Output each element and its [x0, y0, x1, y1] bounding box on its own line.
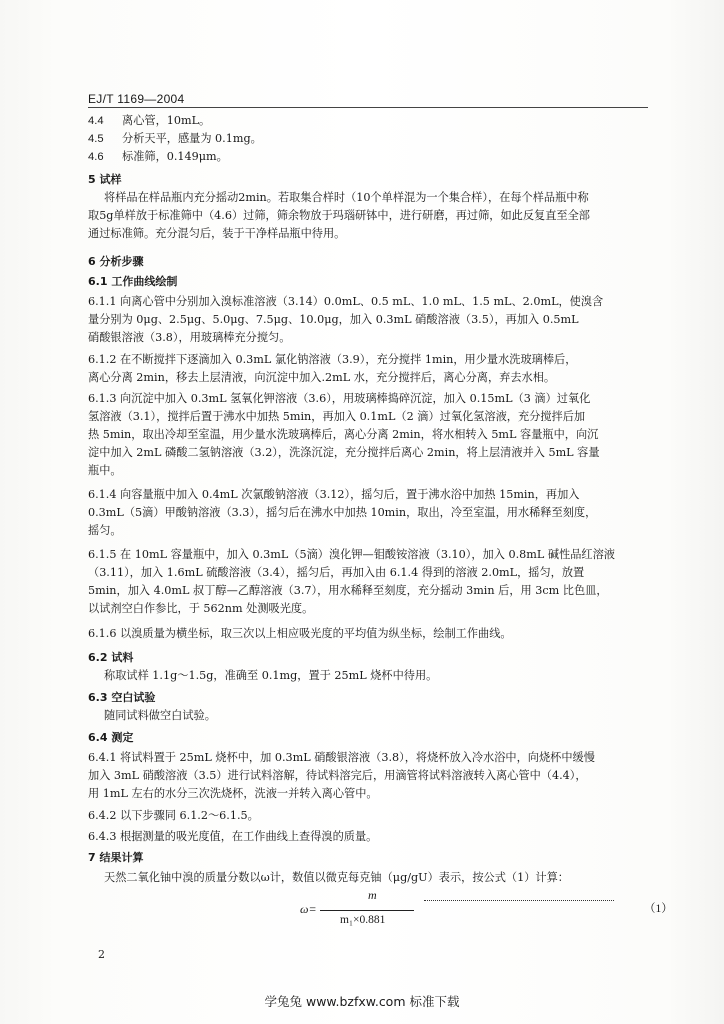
para-6-1-5-line-3: 5min，加入 4.0mL 叔丁醇—乙醇溶液（3.7），用水稀释至刻度，充分摇动 3min 后，用 3cm 比色皿， [88, 584, 608, 597]
formula-numerator: m [368, 888, 377, 902]
section-6-4-heading: 6.4 测定 [88, 731, 134, 744]
section-6-1-heading: 6.1 工作曲线绘制 [88, 275, 178, 288]
para-6-1-3-line-4: 淀中加入 2mL 磷酸二氢钠溶液（3.2），洗涤沉淀，充分搅拌后离心 2min，将上层清液并入 5mL 容量 [88, 446, 600, 459]
para-6-1-3-line-3: 热 5min，取出冷却至室温，用少量水洗玻璃棒后，离心分离 2min，将水相转入 5mL 容量瓶中，向沉 [88, 428, 599, 441]
standard-number: EJ/T 1169—2004 [88, 92, 185, 106]
item-4-5: 4.5 分析天平，感量为 0.1mg。 [88, 132, 262, 145]
para-6-1-3-line-2: 氢溶液（3.1），搅拌后置于沸水中加热 5min，再加入 0.1mL（2 滴）过氧化氢溶液，充分搅拌后加 [88, 410, 586, 423]
item-4-6: 4.6 标准筛，0.149μm。 [88, 150, 228, 163]
page-number: 2 [98, 948, 105, 961]
para-6-1-2-line-1: 6.1.2 在不断搅拌下逐滴加入 0.3mL 氯化钠溶液（3.9），充分搅拌 1min，用少量水洗玻璃棒后， [88, 353, 577, 366]
header-rule [88, 107, 648, 108]
section-5-heading: 5 试样 [88, 173, 122, 186]
para-6-4-3: 6.4.3 根据测量的吸光度值，在工作曲线上查得溴的质量。 [88, 830, 378, 843]
para-6-1-5-line-4: 以试剂空白作参比，于 562nm 处测吸光度。 [88, 602, 314, 615]
para-6-1-3-line-1: 6.1.3 向沉淀中加入 0.3mL 氢氧化钾溶液（3.6），用玻璃棒捣碎沉淀，加入 0.15mL（3 滴）过氧化 [88, 392, 591, 405]
formula-lhs: ω= [300, 902, 317, 916]
para-6-4-1-line-3: 用 1mL 左右的水分三次洗烧杯，洗液一并转入离心管中。 [88, 787, 378, 800]
para-6-1-5-line-1: 6.1.5 在 10mL 容量瓶中，加入 0.3mL（5滴）溴化钾—钼酸铵溶液（3.10），加入 0.8mL 碱性品红溶液 [88, 548, 615, 561]
para-6-1-4-line-3: 摇匀。 [88, 524, 122, 537]
para-6-1-6: 6.1.6 以溴质量为横坐标，取三次以上相应吸光度的平均值为纵坐标，绘制工作曲线。 [88, 627, 512, 640]
section-6-heading: 6 分析步骤 [88, 255, 144, 268]
formula-1 [300, 888, 680, 932]
fraction-bar [320, 910, 414, 911]
section-6-2-heading: 6.2 试料 [88, 651, 134, 664]
section-6-3-text: 随同试料做空白试验。 [104, 709, 216, 722]
leader-dots [424, 900, 614, 901]
para-6-1-1-line-2: 量分别为 0μg、2.5μg、5.0μg、7.5μg、10.0μg，加入 0.3mL 硝酸溶液（3.5），再加入 0.5mL [88, 313, 579, 326]
section-6-2-text: 称取试样 1.1g～1.5g，准确至 0.1mg，置于 25mL 烧杯中待用。 [104, 669, 438, 682]
section-7-heading: 7 结果计算 [88, 851, 144, 864]
para-6-1-5-line-2: （3.11），加入 1.6mL 硫酸溶液（3.4），摇匀后，再加入由 6.1.4 得到的溶液 2.0mL，摇匀，放置 [88, 566, 585, 579]
para-6-4-1-line-1: 6.4.1 将试料置于 25mL 烧杯中，加 0.3mL 硝酸银溶液（3.8），将烧杯放入冷水浴中，向烧杯中缓慢 [88, 751, 595, 764]
para-6-1-1-line-3: 硝酸银溶液（3.8），用玻璃棒充分搅匀。 [88, 331, 291, 344]
equation-number: （1） [644, 903, 673, 915]
section-5-line-3: 通过标准筛。充分混匀后，装于干净样品瓶中待用。 [88, 227, 346, 240]
formula-denominator: m₁×0.881 [340, 914, 386, 926]
para-6-1-4-line-2: 0.3mL（5滴）甲酸钠溶液（3.3），摇匀后在沸水中加热 10min，取出，冷至室温，用水稀释至刻度， [88, 506, 597, 519]
footer-watermark: 学兔兔 www.bzfxw.com 标准下载 [264, 994, 460, 1009]
para-6-1-2-line-2: 离心分离 2min，移去上层清液，向沉淀中加入.2mL 水，充分搅拌后，离心分离，弃去水相。 [88, 371, 556, 384]
section-6-3-heading: 6.3 空白试验 [88, 691, 156, 704]
section-5-line-2: 取5g单样放于标准筛中（4.6）过筛，筛余物放于玛瑙研钵中，进行研磨，再过筛，如此反复直至全部 [88, 209, 590, 222]
para-6-4-2: 6.4.2 以下步骤同 6.1.2～6.1.5。 [88, 809, 259, 822]
para-6-1-3-line-5: 瓶中。 [88, 464, 122, 477]
para-6-1-4-line-1: 6.1.4 向容量瓶中加入 0.4mL 次氯酸钠溶液（3.12），摇匀后，置于沸水浴中加热 15min，再加入 [88, 488, 580, 501]
para-6-4-1-line-2: 加入 3mL 硝酸溶液（3.5）进行试料溶解，待试料溶完后，用滴管将试料溶液转入离心管中（4.4）， [88, 769, 587, 782]
item-4-4: 4.4 离心管，10mL。 [88, 114, 211, 127]
para-6-1-1-line-1: 6.1.1 向离心管中分别加入溴标准溶液（3.14）0.0mL、0.5 mL、1.0 mL、1.5 mL、2.0mL，使溴含 [88, 295, 604, 308]
section-7-text: 天然二氧化铀中溴的质量分数以ω计，数值以微克每克铀（μg/gU）表示，按公式（1）计算： [104, 871, 569, 884]
section-5-line-1: 将样品在样品瓶内充分摇动2min。若取集合样时（10个单样混为一个集合样），在每个样品瓶中称 [104, 191, 589, 204]
